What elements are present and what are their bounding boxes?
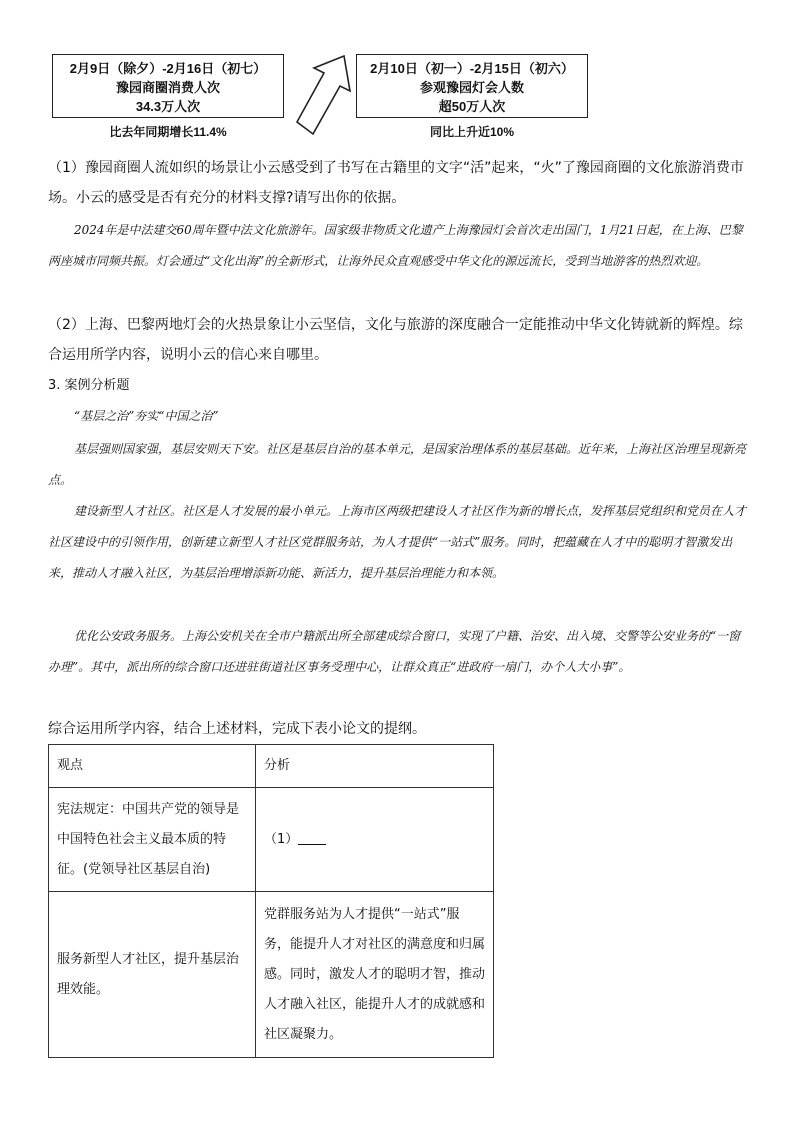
question-2: （2）上海、巴黎两地灯会的火热景象让小云坚信，文化与旅游的深度融合一定能推动中华文化铸就新的辉煌。综合运用所学内容，说明小云的信心来自哪里。 (48, 317, 743, 363)
question-1: （1）豫园商圈人流如织的场景让小云感受到了书写在古籍里的文字“活”起来，“火”了豫园商圈的文化旅游消费市场。小云的感受是否有充分的材料支撑?请写出你的依据。 (48, 160, 744, 206)
case-paragraph-3: 优化公安政务服务。上海公安机关在全市户籍派出所全部建成综合窗口，实现了户籍、治安、出入境、交警等公安业务的“一窗办理”。其中，派出所的综合窗口还进驻街道社区事务受理中心，让群众真正“进政府一扇门，办个人大小事”。 (48, 629, 741, 674)
case-paragraph-2: 建设新型人才社区。社区是人才发展的最小单元。上海市区两级把建设人才社区作为新的增长点，发挥基层党组织和党员在人才社区建设中的引领作用，创新建立新型人才社区党群服务站，为人才提供“一站式”服务。同时，把蕴藏在人才中的聪明才智激发出来，推动人才融入社区，为基层治理增添新功能、新活力，提升基层治理能力和本领。 (48, 504, 747, 580)
case-title: “基层之治”夯实“中国之治” (74, 409, 219, 423)
essay-outline-table (48, 744, 494, 1058)
right-stat-box (356, 54, 588, 118)
right-caption: 同比上升近10% (429, 125, 515, 139)
section-heading: 3. 案例分析题 (48, 378, 130, 393)
header-analysis: 分析 (256, 745, 494, 788)
left-box-line-1: 2月9日（除夕）-2月16日（初七） (69, 61, 267, 76)
up-arrow-icon (292, 54, 352, 136)
right-box-line-1: 2月10日（初一）-2月15日（初六） (370, 61, 574, 76)
answer-label-1: （1） (264, 831, 299, 847)
right-box-line-3: 超50万人次 (438, 99, 506, 114)
material-paragraph: 2024年是中法建交60周年暨中法文化旅游年。国家级非物质文化遗产上海豫园灯会首次走出国门，1月21日起，在上海、巴黎两座城市同频共振。灯会通过“文化出海”的全新形式，让海外民众直观感受中华文化的源远流长，受到当地游客的热烈欢迎。 (48, 223, 743, 268)
right-box-line-2: 参观豫园灯会人数 (419, 80, 524, 95)
table-row-2-analysis: 党群服务站为人才提供“一站式”服务，能提升人才对社区的满意度和归属感。同时，激发人才的聪明才智，推动人才融入社区，能提升人才的成就感和社区凝聚力。 (256, 892, 494, 1058)
table-row-1-viewpoint: 宪法规定：中国共产党的领导是中国特色社会主义最本质的特征。(党领导社区基层自治) (49, 788, 256, 892)
answer-blank[interactable] (298, 830, 326, 845)
left-box-line-2: 豫园商圈消费人次 (115, 80, 220, 95)
task-instruction: 综合运用所学内容，结合上述材料，完成下表小论文的提纲。 (48, 721, 426, 737)
left-box-line-3: 34.3万人次 (135, 99, 201, 114)
table-row-2-viewpoint: 服务新型人才社区，提升基层治理效能。 (49, 892, 256, 1058)
left-stat-box (52, 54, 284, 118)
case-paragraph-1: 基层强则国家强，基层安则天下安。社区是基层自治的基本单元，是国家治理体系的基层基础。近年来，上海社区治理呈现新亮点。 (48, 442, 747, 487)
header-viewpoint: 观点 (49, 745, 256, 788)
left-caption: 比去年同期增长11.4% (109, 125, 227, 139)
table-row-1-analysis[interactable] (256, 788, 494, 892)
